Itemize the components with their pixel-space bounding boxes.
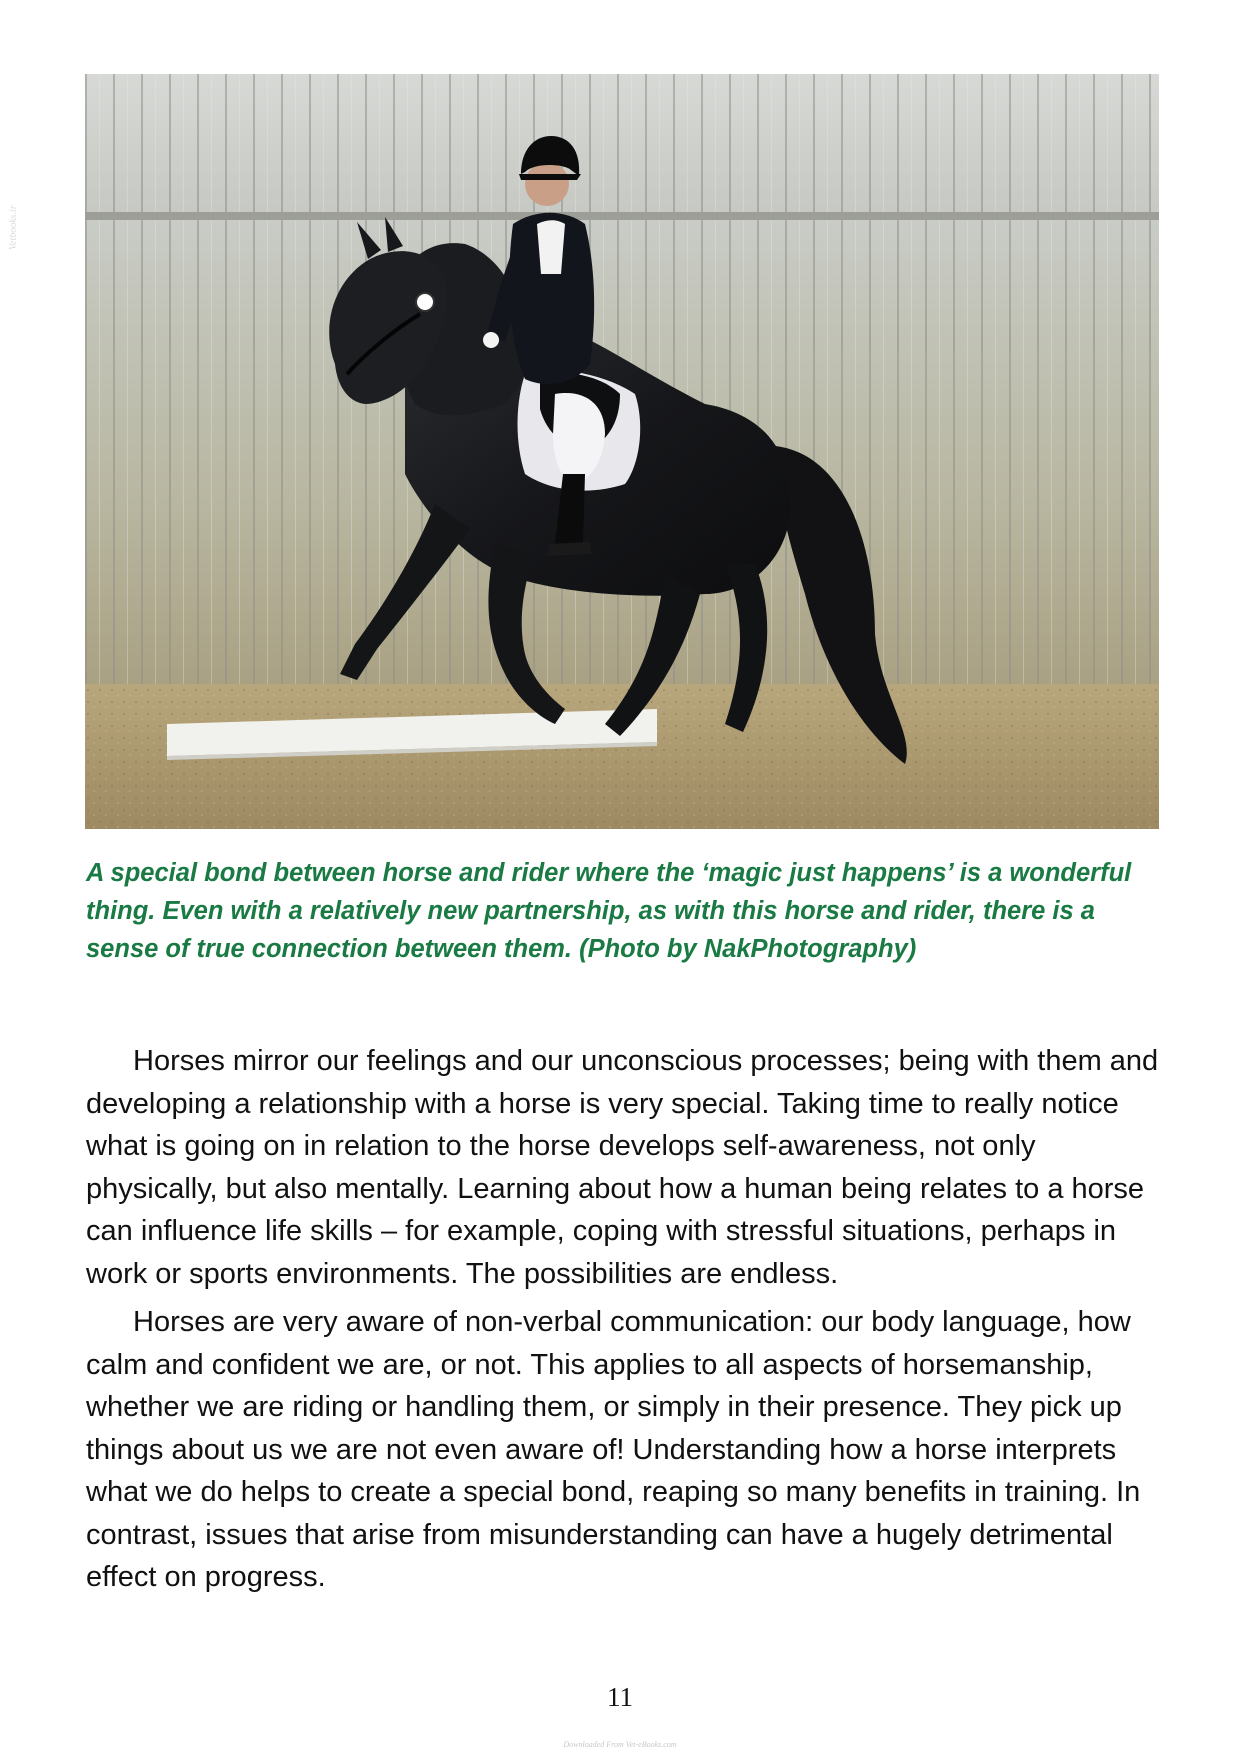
photo-illustration [85,74,1159,829]
paragraph: Horses are very aware of non-verbal communication: our body language, how calm and confident we are, or not. This applies to all aspects of horsemanship, whether we are riding or handling them, or simply in their presence. They pick up things about us we are not even aware of! Understanding how a horse interprets what we do helps to create a special bond, reaping so many benefits in training. In contrast, issues that arise from misunderstanding can have a hugely detrimental effect on progress. [86,1306,1141,1593]
side-watermark: Vetbooks.ir [8,205,19,250]
footer-credit: Downloaded From Vet-eBooks.com [563,1740,677,1749]
body-text [86,1040,1166,1605]
horse-and-rider-photo [85,74,1159,829]
paragraph: Horses mirror our feelings and our unconscious processes; being with them and developing a relationship with a horse is very special. Taking time to really notice what is going on in relation to the horse develops self-awareness, not only physically, but also mentally. Learning about how a human being relates to a horse can influence life skills – for example, coping with stressful situations, perhaps in work or sports environments. The possibilities are endless. [86,1045,1159,1290]
page-number: 11 [607,1682,633,1712]
figure-caption: A special bond between horse and rider where the ‘magic just happens’ is a wonderful thing. Even with a relatively new partnership, as with this horse and rider, there is a sense of true connection between them. (Photo by NakPhotography) [86,859,1132,963]
